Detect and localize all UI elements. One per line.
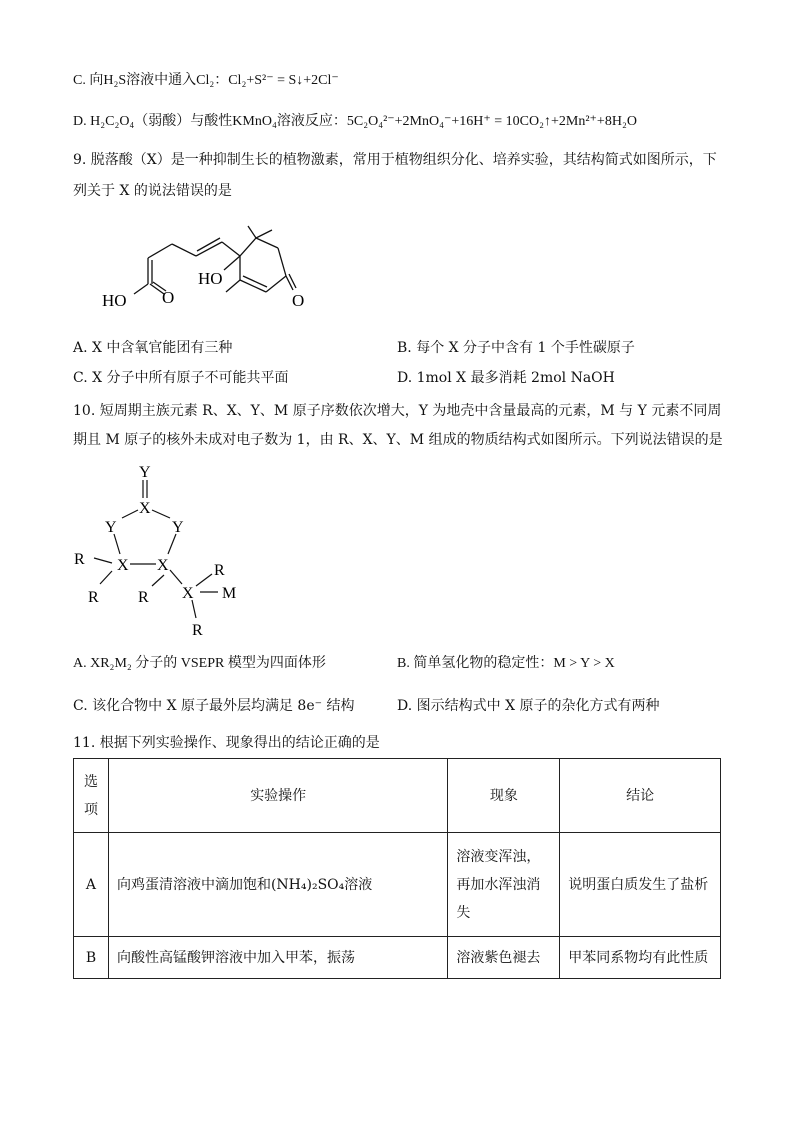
m-label: M (222, 585, 237, 602)
x-right-label: X (157, 557, 169, 574)
row-b-phenomenon: 溶液紫色褪去 (448, 937, 560, 979)
r-label-2: R (88, 589, 99, 606)
y-top-label: Y (139, 464, 151, 481)
header-phenomenon: 现象 (448, 759, 560, 833)
experiment-table (73, 758, 721, 979)
r-label-1: R (74, 551, 85, 568)
header-option: 选项 (74, 759, 109, 833)
row-a-phenomenon: 溶液变浑浊，再加水浑浊消失 (448, 833, 560, 937)
x-left-label: X (117, 557, 129, 574)
q10-option-b: B. 简单氢化物的稳定性：M > Y > X (397, 656, 615, 671)
ketone-o-label: O (292, 291, 305, 310)
x-top-label: X (139, 500, 151, 517)
header-conclusion: 结论 (560, 759, 721, 833)
acid-oh-label: HO (102, 291, 127, 310)
q9-option-d: D. 1mol X 最多消耗 2mol NaOH (397, 370, 615, 386)
x-bottom-label: X (182, 585, 194, 602)
q9-option-b: B. 每个 X 分子中含有 1 个手性碳原子 (397, 340, 635, 356)
q10-stem-line1: 10. 短周期主族元素 R、X、Y、M 原子序数依次增大，Y 为地壳中含量最高的元素，M 与 Y 元素不同周 (73, 403, 722, 419)
q11-stem: 11. 根据下列实验操作、现象得出的结论正确的是 (73, 735, 380, 751)
table-row (74, 833, 721, 937)
row-b-conclusion: 甲苯同系物均有此性质 (560, 937, 721, 979)
q10-option-d: D. 图示结构式中 X 原子的杂化方式有两种 (397, 698, 660, 714)
q10-stem-line2: 期且 M 原子的核外未成对电子数为 1，由 R、X、Y、M 组成的物质结构式如图所示。下列说法错误的是 (73, 432, 723, 448)
q8-option-d: D. H₂C₂O₄（弱酸）与酸性KMnO₄溶液反应：5C₂O₄²⁻+2MnO₄⁻+16H⁺ = 10CO₂↑+2Mn²⁺+8H₂O (73, 114, 637, 129)
y-right-label: Y (172, 519, 184, 536)
q9-option-a: A. X 中含氧官能团有三种 (73, 340, 233, 356)
q9-option-c: C. X 分子中所有原子不可能共平面 (73, 370, 289, 386)
table-row (74, 937, 721, 979)
q10-structure (68, 458, 258, 643)
hydroxyl-label: HO (198, 269, 223, 288)
row-a-operation: 向鸡蛋清溶液中滴加饱和(NH₄)₂SO₄溶液 (108, 833, 447, 937)
q10-option-c: C. 该化合物中 X 原子最外层均满足 8e⁻ 结构 (73, 698, 355, 714)
abscisic-acid-structure (100, 220, 320, 320)
row-a-option: A (74, 833, 109, 937)
acid-o-label: O (162, 288, 175, 307)
q9-stem-line1: 9. 脱落酸（X）是一种抑制生长的植物激素，常用于植物组织分化、培养实验，其结构简式如图所示，下 (73, 152, 717, 168)
r-label-4: R (214, 562, 225, 579)
q8-option-c: C. 向H₂S溶液中通入Cl₂：Cl₂+S²⁻ = S↓+2Cl⁻ (73, 73, 339, 88)
q9-stem-line2: 列关于 X 的说法错误的是 (73, 183, 232, 199)
row-a-conclusion: 说明蛋白质发生了盐析 (560, 833, 721, 937)
header-operation: 实验操作 (108, 759, 447, 833)
r-label-5: R (192, 622, 203, 639)
r-label-3: R (138, 589, 149, 606)
y-left-label: Y (105, 519, 117, 536)
table-header-row (74, 759, 721, 833)
q10-option-a: A. XR₂M₂ 分子的 VSEPR 模型为四面体形 (73, 656, 326, 671)
row-b-option: B (74, 937, 109, 979)
row-b-operation: 向酸性高锰酸钾溶液中加入甲苯，振荡 (108, 937, 447, 979)
